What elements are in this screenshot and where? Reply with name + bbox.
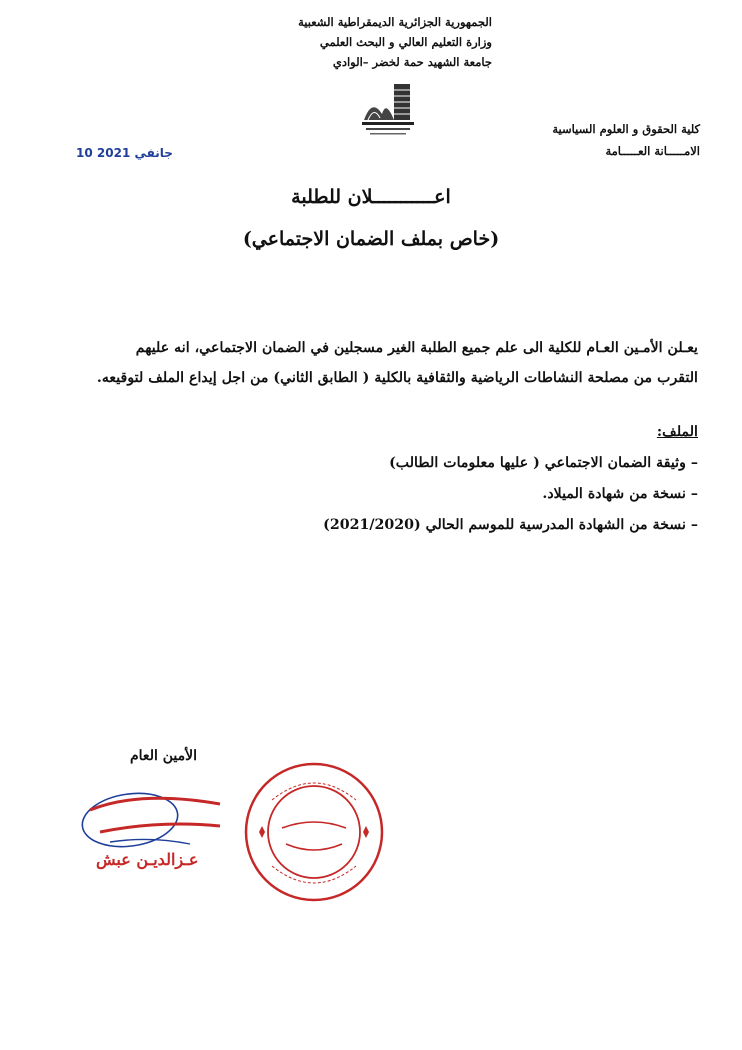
header-block — [232, 12, 492, 72]
signatory-name: عـزالديـن عبش — [96, 850, 199, 869]
file-requirements — [48, 417, 698, 541]
header-republic: الجمهورية الجزائرية الديمقراطية الشعبية — [298, 15, 492, 29]
file-label: الملف: — [656, 424, 698, 440]
announcement-body — [48, 333, 698, 393]
list-item: – نسخة من الشهادة المدرسية للموسم الحالي (2021/2020) — [323, 517, 698, 533]
faculty-name: كلية الحقوق و العلوم السياسية — [552, 122, 700, 136]
faculty-department: الامـــــانة العـــــامة — [605, 144, 700, 158]
header-ministry: وزارة التعليم العالي و البحث العلمي — [319, 35, 492, 49]
list-item: – وثيقة الضمان الاجتماعي ( عليها معلومات الطالب) — [389, 455, 698, 471]
faculty-block — [500, 118, 700, 162]
body-line-1: يعـلن الأمـين العـام للكلية الى علم جميع الطلبة الغير مسجلين في الضمان الاجتماعي، انه عليهم — [135, 340, 698, 356]
list-item: – نسخة من شهادة الميلاد. — [542, 486, 698, 502]
page-subtitle: (خاص بملف الضمان الاجتماعي) — [242, 228, 500, 250]
official-stamp-icon — [242, 760, 386, 904]
signature-title: الأمين العام — [130, 748, 197, 764]
body-line-2: التقرب من مصلحة النشاطات الرياضية والثقافية بالكلية ( الطابق الثاني) من اجل إيداع الملف لتوقيعه. — [96, 370, 698, 386]
page-title: اعـــــــــــلان للطلبة — [291, 186, 451, 208]
date-stamp: 10 جانفي 2021 — [76, 146, 173, 160]
header-university: جامعة الشهيد حمة لخضر –الوادي — [332, 55, 492, 69]
university-logo-icon — [358, 80, 418, 140]
